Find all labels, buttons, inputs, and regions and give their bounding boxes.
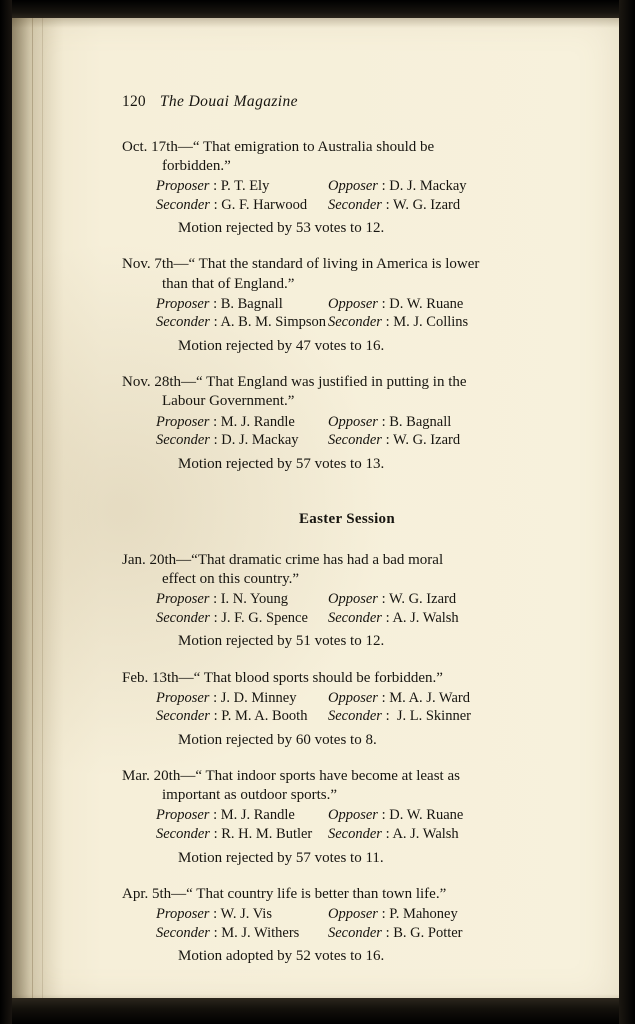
proposer-row: Proposer : M. J. Randle Opposer : B. Bagnall [156, 413, 452, 430]
debate-entry [122, 373, 572, 474]
seconder-name: J. F. G. Spence [221, 609, 308, 626]
page-gutter-shadow [12, 12, 64, 1008]
debate-roles [156, 590, 572, 627]
scan-right-edge [619, 0, 635, 1024]
seconder-row: Seconder : A. B. M. Simpson Seconder : M. J. Collins [156, 314, 469, 331]
seconder-label: Seconder [156, 708, 210, 725]
scan-left-edge [0, 0, 12, 1024]
debate-entry [122, 255, 572, 356]
motion-line-2: than that of England.” [162, 275, 295, 292]
motion-text [122, 767, 572, 805]
seconder-name: D. J. Mackay [221, 432, 299, 449]
motion-verdict: Motion adopted by 52 votes to 16. [178, 948, 385, 965]
proposer-row: Proposer : M. J. Randle Opposer : D. W. Ruane [156, 807, 464, 824]
seconder-label: Seconder [156, 609, 210, 626]
debate-roles [156, 295, 572, 332]
magazine-title: The Douai Magazine [159, 93, 298, 110]
proposer-label: Proposer [156, 413, 210, 430]
proposer-label: Proposer [156, 807, 210, 824]
debate-roles [156, 413, 572, 450]
proposer-row: Proposer : P. T. Ely Opposer : D. J. Mackay [156, 178, 467, 195]
seconder-name: R. H. M. Butler [221, 826, 313, 843]
motion-text [122, 138, 572, 176]
debate-roles [156, 177, 572, 214]
motion-line-1: Feb. 13th—“ That blood sports should be forbidden.” [122, 669, 443, 686]
seconder-row: Seconder : R. H. M. Butler Seconder : A. J. Walsh [156, 826, 459, 843]
seconder2-label: Seconder [328, 924, 382, 941]
section-heading: Easter Session [298, 510, 396, 527]
running-head [122, 92, 572, 112]
motion-line-2: important as outdoor sports.” [162, 787, 337, 804]
proposer-row: Proposer : W. J. Vis Opposer : P. Mahoney [156, 905, 458, 922]
seconder2-label: Seconder [328, 432, 382, 449]
debate-roles [156, 905, 572, 942]
opposer-label: Opposer [328, 178, 378, 195]
seconder-row: Seconder : M. J. Withers Seconder : B. G. Potter [156, 924, 463, 941]
motion-line-1: Jan. 20th—“That dramatic crime has had a bad moral [122, 551, 444, 568]
proposer-name: B. Bagnall [220, 295, 283, 312]
motion-text [122, 885, 572, 904]
opposer-name: D. W. Ruane [389, 807, 464, 824]
seconder-label: Seconder [156, 924, 210, 941]
seconder-row: Seconder : J. F. G. Spence Seconder : A. J. Walsh [156, 609, 459, 626]
seconder-row: Seconder : P. M. A. Booth Seconder : J. L. Skinner [156, 708, 471, 725]
motion-verdict: Motion rejected by 51 votes to 12. [178, 633, 385, 650]
motion-text [122, 669, 572, 688]
proposer-label: Proposer [156, 178, 210, 195]
seconder-label: Seconder [156, 432, 210, 449]
seconder-row: Seconder : D. J. Mackay Seconder : W. G. Izard [156, 432, 461, 449]
opposer-name: B. Bagnall [389, 413, 452, 430]
proposer-name: J. D. Minney [220, 689, 297, 706]
page-content [122, 92, 572, 983]
seconder2-name: M. J. Collins [393, 314, 469, 331]
motion-line-1: Oct. 17th—“ That emigration to Australia should be [122, 138, 435, 155]
proposer-name: M. J. Randle [220, 413, 295, 430]
motion-text [122, 373, 572, 411]
motion-line-1: Mar. 20th—“ That indoor sports have become at least as [122, 768, 460, 785]
proposer-row: Proposer : B. Bagnall Opposer : D. W. Ruane [156, 295, 464, 312]
seconder2-label: Seconder [328, 609, 382, 626]
page-number: 120 [122, 93, 146, 110]
seconder2-label: Seconder [328, 708, 382, 725]
proposer-label: Proposer [156, 905, 210, 922]
debate-entry [122, 551, 572, 652]
opposer-label: Opposer [328, 807, 378, 824]
debate-entry [122, 669, 572, 750]
seconder-row: Seconder : G. F. Harwood Seconder : W. G. Izard [156, 196, 461, 213]
seconder-label: Seconder [156, 196, 210, 213]
proposer-label: Proposer [156, 591, 210, 608]
debate-entry [122, 767, 572, 868]
motion-verdict: Motion rejected by 57 votes to 13. [178, 455, 385, 472]
debate-roles [156, 689, 572, 726]
motion-line-1: Nov. 28th—“ That England was justified in putting in the [122, 374, 467, 391]
book-page [12, 12, 619, 1008]
opposer-name: M. A. J. Ward [389, 689, 470, 706]
seconder2-name: A. J. Walsh [392, 609, 459, 626]
opposer-name: D. W. Ruane [389, 295, 464, 312]
proposer-row: Proposer : J. D. Minney Opposer : M. A. J. Ward [156, 689, 470, 706]
scan-top-edge [0, 0, 635, 18]
debate-roles [156, 806, 572, 843]
opposer-name: W. G. Izard [388, 591, 457, 608]
opposer-name: D. J. Mackay [389, 178, 467, 195]
opposer-name: P. Mahoney [389, 905, 458, 922]
motion-text [122, 551, 572, 589]
opposer-label: Opposer [328, 413, 378, 430]
proposer-name: M. J. Randle [220, 807, 295, 824]
motion-line-2: forbidden.” [162, 158, 231, 175]
motion-line-2: effect on this country.” [162, 571, 300, 588]
opposer-label: Opposer [328, 905, 378, 922]
proposer-label: Proposer [156, 295, 210, 312]
proposer-name: I. N. Young [220, 591, 289, 608]
seconder-label: Seconder [156, 826, 210, 843]
page-gutter-line [32, 18, 33, 1002]
motion-text [122, 255, 572, 293]
debate-entry [122, 885, 572, 966]
seconder2-label: Seconder [328, 314, 382, 331]
proposer-name: W. J. Vis [220, 905, 272, 922]
proposer-name: P. T. Ely [220, 178, 270, 195]
opposer-label: Opposer [328, 689, 378, 706]
opposer-label: Opposer [328, 295, 378, 312]
proposer-label: Proposer [156, 689, 210, 706]
seconder2-name: J. L. Skinner [396, 708, 471, 725]
seconder2-name: W. G. Izard [392, 196, 461, 213]
motion-verdict: Motion rejected by 47 votes to 16. [178, 337, 385, 354]
seconder2-name: B. G. Potter [393, 924, 463, 941]
seconder-name: P. M. A. Booth [221, 708, 308, 725]
motion-line-1: Apr. 5th—“ That country life is better than town life.” [122, 885, 447, 902]
proposer-row: Proposer : I. N. Young Opposer : W. G. Izard [156, 591, 457, 608]
seconder2-label: Seconder [328, 826, 382, 843]
motion-line-2: Labour Government.” [162, 393, 295, 410]
motion-verdict: Motion rejected by 60 votes to 8. [178, 731, 377, 748]
seconder-name: A. B. M. Simpson [220, 314, 326, 331]
motion-verdict: Motion rejected by 57 votes to 11. [178, 849, 384, 866]
page-gutter-line [42, 18, 43, 1002]
scan-bottom-edge [0, 998, 635, 1024]
debate-entry [122, 138, 572, 239]
opposer-label: Opposer [328, 591, 378, 608]
seconder2-label: Seconder [328, 196, 382, 213]
motion-verdict: Motion rejected by 53 votes to 12. [178, 220, 385, 237]
seconder-name: M. J. Withers [221, 924, 300, 941]
seconder2-name: W. G. Izard [392, 432, 461, 449]
seconder-label: Seconder [156, 314, 210, 331]
seconder-name: G. F. Harwood [221, 196, 308, 213]
seconder2-name: A. J. Walsh [392, 826, 459, 843]
motion-line-1: Nov. 7th—“ That the standard of living in America is lower [122, 256, 480, 273]
